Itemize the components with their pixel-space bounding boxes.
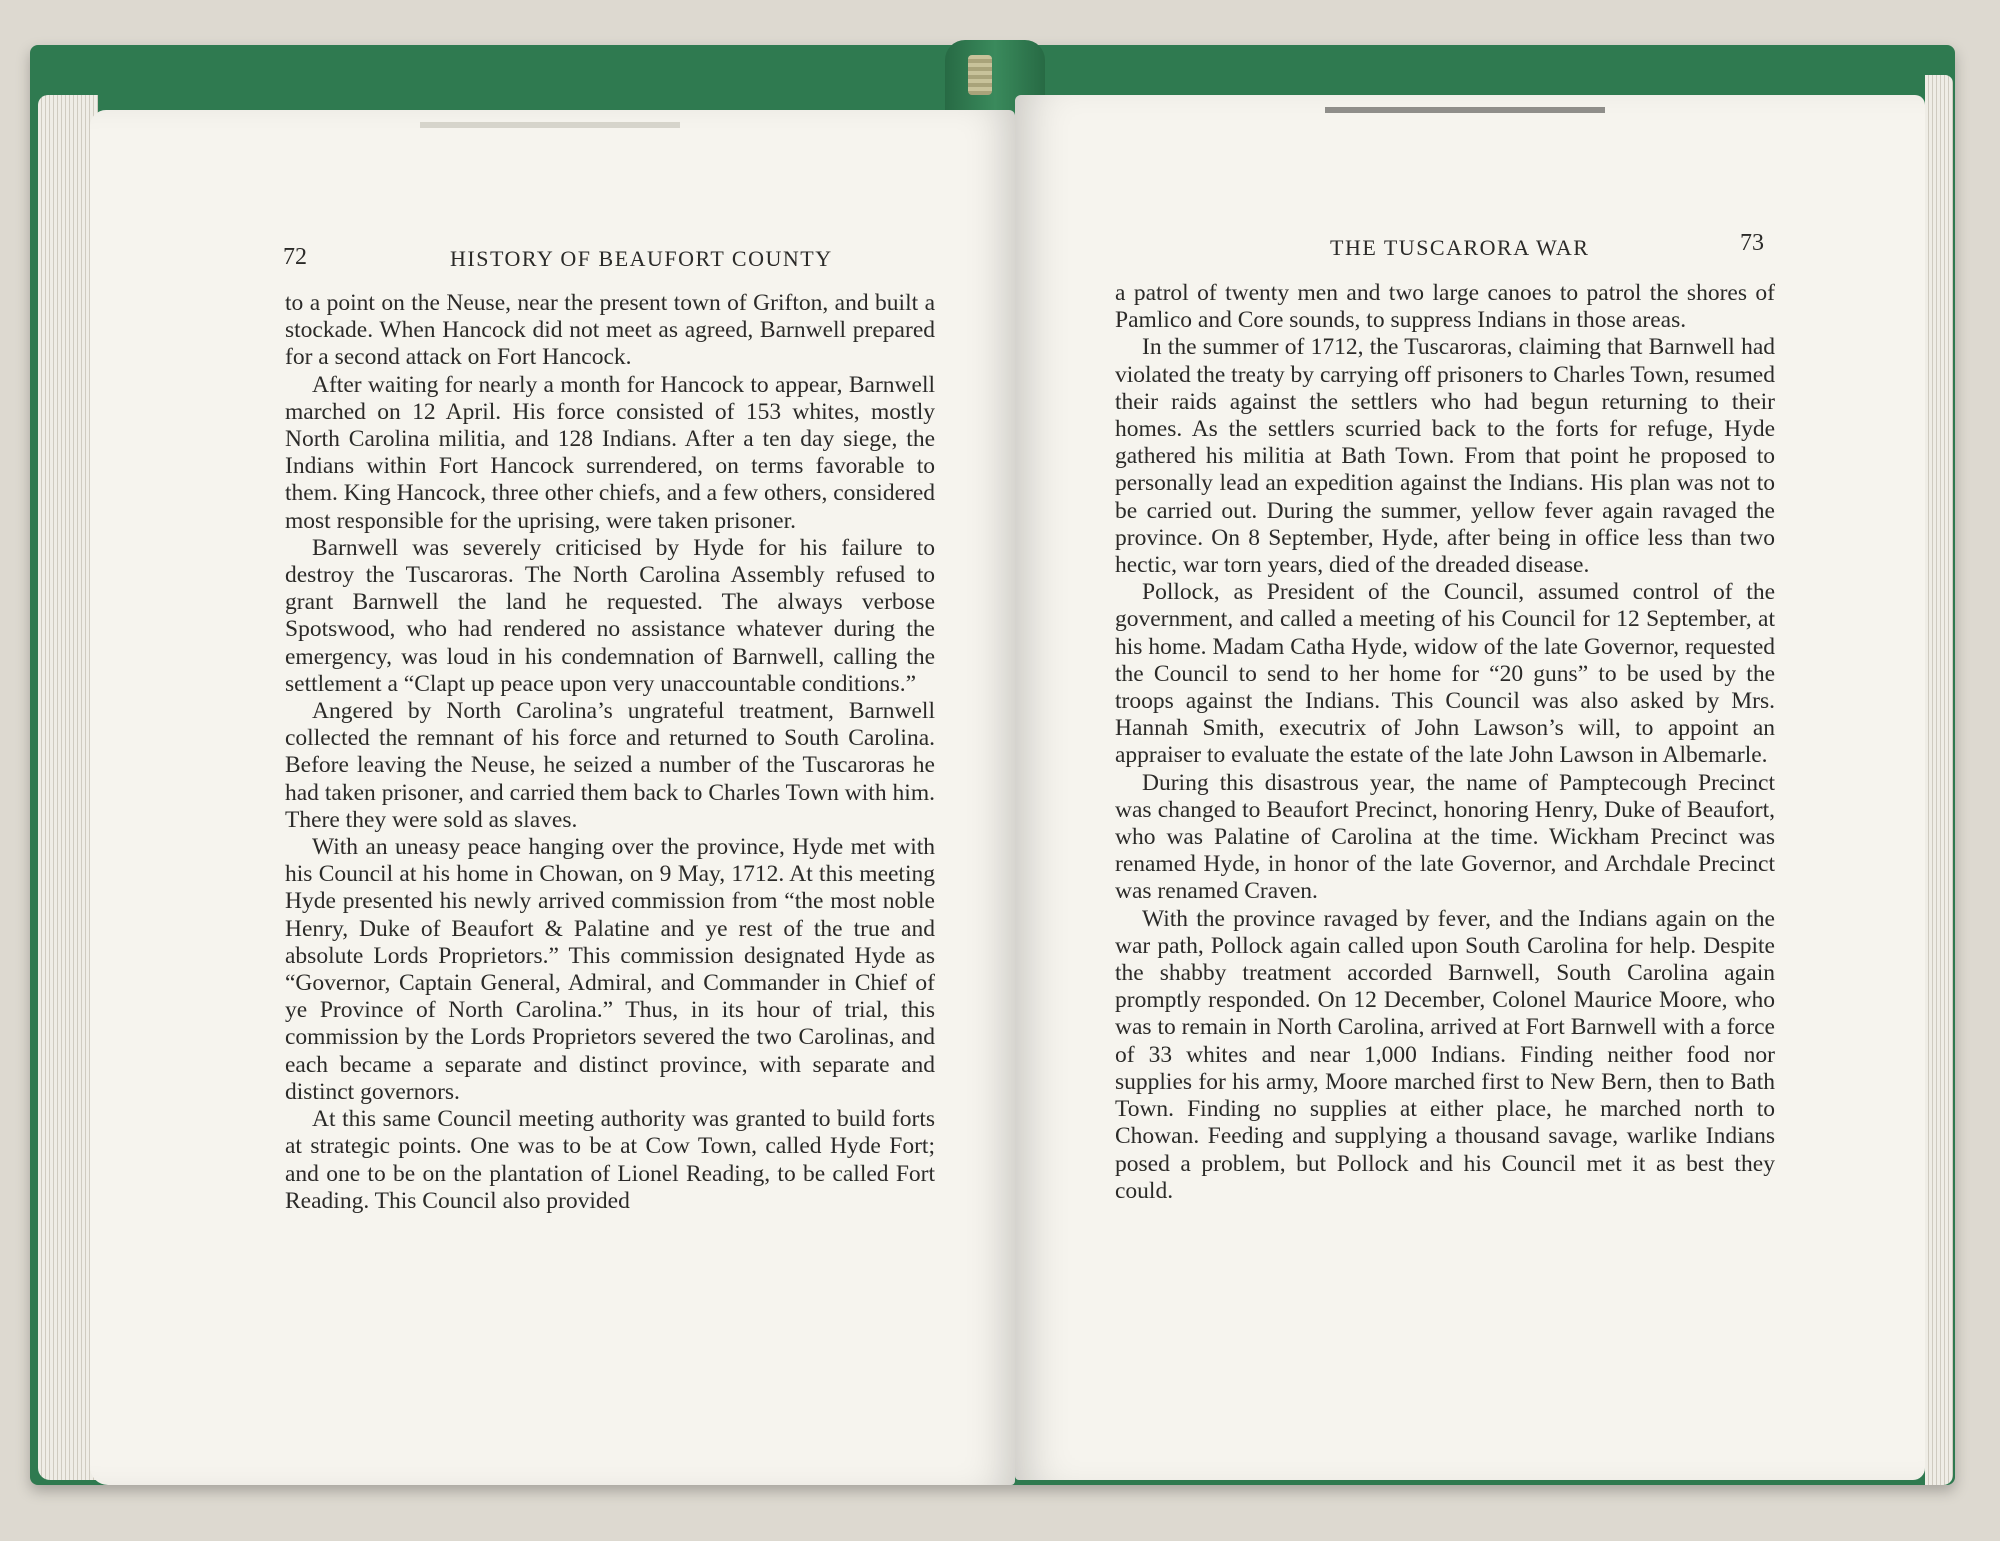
running-head: THE TUSCARORA WAR: [1330, 235, 1590, 260]
bleed-through-mark: [420, 122, 680, 128]
paragraph: With the province ravaged by fever, and the Indians again on the war path, Pollock again called upon South Carolina for help. Despite the shabby treatment accorded Barnwell, South Carolina again promptly responded. On 12 December, Colonel Maurice Moore, who was to remain in North Carolina, arrived at Fort Barnwell with a force of 33 whites and near 1,000 Indians. Finding neither food nor supplies for his army, Moore marched first to New Bern, then to Bath Town. Finding no supplies at either place, he marched north to Chowan. Feeding and supplying a thousand savage, warlike Indians posed a problem, but Pollock and his Council met it as best they could.: [1115, 905, 1775, 1204]
paragraph: During this disastrous year, the name of Pamptecough Precinct was changed to Beaufort Precinct, honoring Henry, Duke of Beaufort, who was Palatine of Carolina at the time. Wickham Precinct was renamed Hyde, in honor of the late Governor, and Archdale Precinct was renamed Craven.: [1115, 769, 1775, 905]
paragraph: to a point on the Neuse, near the present town of Grifton, and built a stockade. When Hancock did not meet as agreed, Barnwell prepared for a second attack on Fort Hancock.: [285, 290, 935, 371]
paragraph: Barnwell was severely criticised by Hyde for his failure to destroy the Tuscaroras. The North Carolina Assembly refused to grant Barnwell the land he requested. The always verbose Spotswood, who had rendered no assistance whatever during the emergency, was loud in his condemnation of Barnwell, calling the settlement a “Clapt up peace upon very unaccountable conditions.”: [285, 534, 935, 697]
paragraph: a patrol of twenty men and two large canoes to patrol the shores of Pamlico and Core sounds, to suppress Indians in those areas.: [1115, 280, 1775, 334]
page-edges-left: [38, 95, 98, 1480]
body-text: [285, 290, 935, 1215]
body-text: [1115, 280, 1775, 1205]
paragraph: After waiting for nearly a month for Hancock to appear, Barnwell marched on 12 April. His force consisted of 153 whites, mostly North Carolina militia, and 128 Indians. After a ten day siege, the Indians within Fort Hancock surrendered, on terms favorable to them. King Hancock, three other chiefs, and a few others, considered most responsible for the uprising, were taken prisoner.: [285, 371, 935, 534]
paragraph: Pollock, as President of the Council, assumed control of the government, and called a meeting of his Council for 12 September, at his home. Madam Catha Hyde, widow of the late Governor, requested the Council to send to her home for “20 guns” to be used by the troops against the Indians. This Council was also asked by Mrs. Hannah Smith, executrix of John Lawson’s will, to appoint an appraiser to evaluate the estate of the late John Lawson in Albemarle.: [1115, 579, 1775, 769]
running-head: HISTORY OF BEAUFORT COUNTY: [450, 246, 833, 271]
right-page: [1015, 95, 1925, 1480]
paragraph: Angered by North Carolina’s ungrateful treatment, Barnwell collected the remnant of his force and returned to South Carolina. Before leaving the Neuse, he seized a number of the Tuscaroras he had taken prisoner, and carried them back to Charles Town with him. There they were sold as slaves.: [285, 698, 935, 833]
left-page: [90, 110, 1015, 1485]
page-number: 73: [1740, 230, 1764, 256]
paragraph: With an uneasy peace hanging over the province, Hyde met with his Council at his home in Chowan, on 9 May, 1712. At this meeting Hyde presented his newly arrived commission from “the most noble Henry, Duke of Beaufort & Palatine and ye rest of the true and absolute Lords Proprietors.” This commission designated Hyde as “Governor, Captain General, Admiral, and Commander in Chief of ye Province of North Carolina.” Thus, in its hour of trial, this commission by the Lords Proprietors severed the two Carolinas, and each became a separate and distinct province, with separate and distinct governors.: [285, 834, 935, 1105]
bookmark-ribbon: [968, 55, 992, 95]
page-number: 72: [283, 244, 307, 270]
paragraph: At this same Council meeting authority was granted to build forts at strategic points. One was to be at Cow Town, called Hyde Fort; and one to be on the plantation of Lionel Reading, to be called Fort Reading. This Council also provided: [285, 1106, 935, 1214]
bleed-through-mark: [1325, 107, 1605, 113]
page-edges-right: [1925, 75, 1953, 1485]
paragraph: In the summer of 1712, the Tuscaroras, claiming that Barnwell had violated the treaty by carrying off prisoners to Charles Town, resumed their raids against the settlers who had begun returning to their homes. As the settlers scurried back to the forts for refuge, Hyde gathered his militia at Bath Town. From that point he proposed to personally lead an expedition against the Indians. His plan was not to be carried out. During the summer, yellow fever again ravaged the province. On 8 September, Hyde, after being in office less than two hectic, war torn years, died of the dreaded disease.: [1115, 334, 1775, 579]
